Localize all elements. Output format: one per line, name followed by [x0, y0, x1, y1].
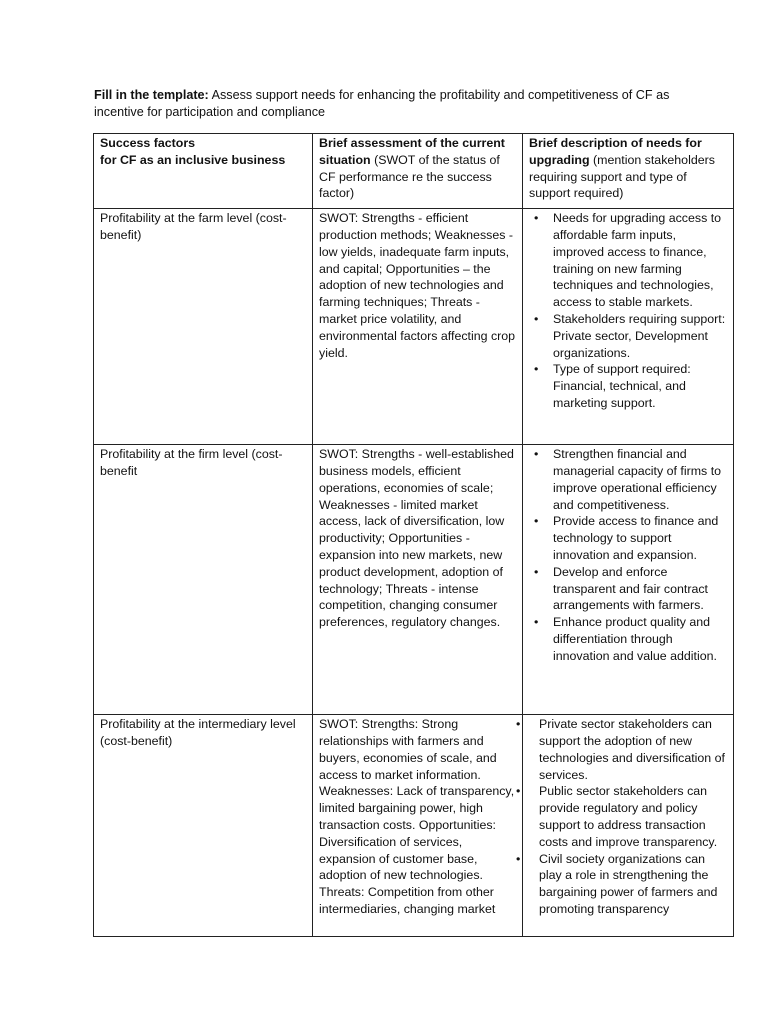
intro-lead: Fill in the template: — [94, 88, 209, 102]
needs-list — [529, 446, 728, 664]
needs-list — [529, 716, 728, 918]
table-row — [94, 715, 734, 937]
list-item: • Develop and enforce transparent and fair contract arrangements with farmers. — [529, 564, 728, 614]
list-item: • Strengthen financial and managerial capacity of firms to improve operational efficiency and competitiveness. — [529, 446, 728, 513]
cell-needs — [523, 209, 734, 445]
header-col2-rest: (SWOT of the status of CF performance re the success factor) — [319, 152, 500, 201]
list-item: • Stakeholders requiring support: Private sector, Development organizations. — [529, 311, 728, 361]
cell-swot: SWOT: Strengths - well-established business models, efficient operations, economies of scale; Weaknesses - limited market access, lack of diversification, low productivity; Opportunities - expansion into new markets, new product development, adoption of technology; Threats - intense competition, changing consumer preferences, regulatory changes. — [313, 445, 523, 715]
cell-needs — [523, 445, 734, 715]
list-item: • Enhance product quality and differentiation through innovation and value addition. — [529, 614, 728, 664]
intro-text: Assess support needs for enhancing the profitability and competitiveness of CF as incentive for participation and compliance — [94, 88, 670, 119]
cell-swot: SWOT: Strengths - efficient production methods; Weaknesses - low yields, inadequate farm inputs, and capital; Opportunities – the adoption of new technologies and farming techniques; Threats - market price volatility, and environmental factors affecting crop yield. — [313, 209, 523, 445]
cell-factor: Profitability at the firm level (cost-benefit — [94, 445, 313, 715]
header-row — [94, 134, 734, 209]
header-col1-line1: Success factors — [100, 136, 196, 150]
list-item: • Civil society organizations can play a role in strengthening the bargaining power of farmers and promoting transparency — [529, 851, 728, 918]
table-row — [94, 209, 734, 445]
header-col3-bold: Brief description of needs for upgrading — [529, 136, 702, 167]
table-row — [94, 445, 734, 715]
needs-list — [529, 210, 728, 412]
template-table — [93, 133, 734, 937]
list-item: • Private sector stakeholders can support the adoption of new technologies and diversification of services. — [529, 716, 728, 783]
header-success-factors — [94, 134, 313, 209]
header-col2-bold: Brief assessment of the current situation — [319, 136, 505, 167]
list-item: • Provide access to finance and technology to support innovation and expansion. — [529, 513, 728, 563]
header-needs — [523, 134, 734, 209]
list-item: • Needs for upgrading access to affordable farm inputs, improved access to finance, training on new farming techniques and technologies, access to stable markets. — [529, 210, 728, 311]
cell-swot: SWOT: Strengths: Strong relationships with farmers and buyers, economies of scale, and access to market information. Weaknesses: Lack of transparency, limited bargaining power, high transaction costs. Opportunities: Diversification of services, expansion of customer base, adoption of new technologies. Threats: Competition from other intermediaries, changing market — [313, 715, 523, 937]
header-col1-line2: for CF as an inclusive business — [100, 152, 286, 167]
list-item: • Type of support required: Financial, technical, and marketing support. — [529, 361, 728, 411]
cell-needs — [523, 715, 734, 937]
cell-factor: Profitability at the intermediary level (cost-benefit) — [94, 715, 313, 937]
header-col3-rest: (mention stakeholders requiring support and type of support required) — [529, 152, 715, 201]
header-assessment — [313, 134, 523, 209]
intro-paragraph — [94, 87, 714, 121]
list-item: • Public sector stakeholders can provide regulatory and policy support to address transaction costs and improve transparency. — [529, 783, 728, 850]
cell-factor: Profitability at the farm level (cost-benefit) — [94, 209, 313, 445]
